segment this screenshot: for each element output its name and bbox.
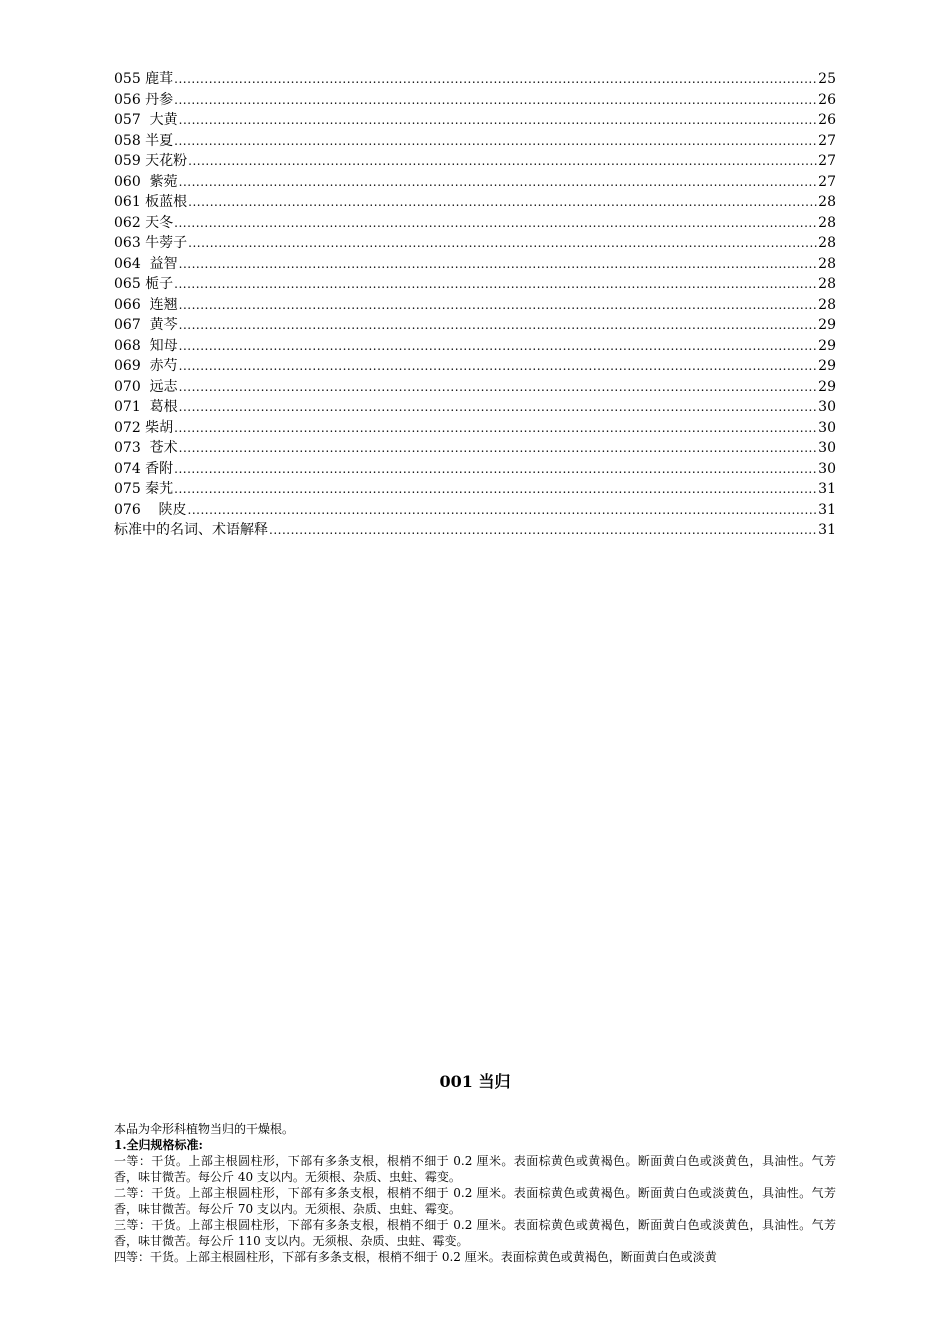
toc-entry[interactable] [114,69,836,90]
toc-entry-page: 26 [818,91,836,108]
grade-paragraph: 四等：干货。上部主根圆柱形，下部有多条支根，根梢不细于 0.2 厘米。表面棕黄色或黄褐色，断面黄白色或淡黄 [114,1250,717,1264]
toc-entry-label: 标准中的名词、术语解释 [114,522,268,538]
toc-entry[interactable] [114,377,836,398]
toc-entry[interactable] [114,459,836,480]
toc-leader-dots [179,295,818,316]
toc-leader-dots [269,520,817,541]
toc-leader-dots [179,438,818,459]
toc-leader-dots [179,377,818,398]
toc-entry-label: 065 栀子 [114,276,174,292]
toc-entry-page: 28 [818,296,836,313]
toc-entry-page: 28 [818,255,836,272]
toc-entry-label: 068 知母 [114,337,178,354]
toc-entry-page: 28 [818,194,836,210]
toc-leader-dots [174,479,817,500]
section-body [114,1121,836,1265]
toc-entry[interactable] [114,397,836,418]
toc-entry-label: 064 益智 [114,255,178,272]
toc-entry[interactable] [114,336,836,357]
toc-entry-page: 29 [818,378,836,395]
toc-entry-page: 25 [818,71,836,87]
grade-paragraph: 一等：干货。上部主根圆柱形，下部有多条支根，根梢不细于 0.2 厘米。表面棕黄色或黄褐色。断面黄白色或淡黄色，具油性。气芳香，味甘微苦。每公斤 40 支以内。无须根、杂质、虫蛀、霉变。 [114,1154,836,1184]
toc-entry-label: 056 丹参 [114,91,174,108]
toc-entry-label: 067 黄芩 [114,317,178,333]
toc-entry-label: 060 紫菀 [114,173,178,190]
toc-leader-dots [174,69,817,90]
toc-entry-page: 27 [818,132,836,149]
toc-entry-page: 27 [818,173,836,190]
toc-leader-dots [179,397,818,418]
toc-entry[interactable] [114,254,836,275]
toc-entry[interactable] [114,418,836,439]
toc-leader-dots [174,90,817,111]
toc-entry[interactable] [114,520,836,541]
toc-entry-label: 071 葛根 [114,399,178,415]
toc-entry[interactable] [114,172,836,193]
toc-entry-page: 28 [818,276,836,292]
toc-entry-page: 28 [818,235,836,251]
toc-entry[interactable] [114,90,836,111]
toc-entry-page: 30 [818,399,836,415]
toc-entry-page: 30 [818,419,836,436]
toc-entry[interactable] [114,274,836,295]
section-title: 001 当归 [439,1072,511,1091]
toc-entry-page: 29 [818,317,836,333]
toc-entry[interactable] [114,438,836,459]
toc-entry-page: 31 [818,481,836,497]
toc-entry-page: 26 [818,112,836,128]
toc-entry[interactable] [114,356,836,377]
toc-entry-page: 27 [818,153,836,169]
intro-text: 本品为伞形科植物当归的干燥根。 [114,1122,295,1136]
toc-entry-label: 063 牛蒡子 [114,235,188,251]
table-of-contents [114,69,836,541]
toc-entry[interactable] [114,479,836,500]
toc-leader-dots [188,233,817,254]
toc-entry-label: 070 远志 [114,378,178,395]
toc-leader-dots [179,356,818,377]
toc-entry[interactable] [114,151,836,172]
toc-entry-page: 30 [818,460,836,477]
toc-leader-dots [174,213,817,234]
toc-entry-label: 074 香附 [114,460,174,477]
toc-entry[interactable] [114,192,836,213]
toc-leader-dots [179,336,818,357]
grade-paragraph: 三等：干货。上部主根圆柱形，下部有多条支根，根梢不细于 0.2 厘米。表面棕黄色或黄褐色，断面黄白色或淡黄色，具油性。气芳香，味甘微苦。每公斤 110 支以内。无须根、杂质、虫蛀、霉变。 [114,1218,836,1248]
toc-entry[interactable] [114,213,836,234]
toc-leader-dots [174,131,817,152]
toc-entry-label: 069 赤芍 [114,358,178,374]
grade-paragraph: 二等：干货。上部主根圆柱形，下部有多条支根，根梢不细于 0.2 厘米。表面棕黄色或黄褐色。断面黄白色或淡黄色，具油性。气芳香，味甘微苦。每公斤 70 支以内。无须根、杂质、虫蛀、霉变。 [114,1186,836,1216]
toc-entry-page: 29 [818,337,836,354]
toc-entry-label: 073 苍术 [114,440,178,456]
toc-entry[interactable] [114,500,836,521]
toc-leader-dots [174,274,817,295]
toc-entry[interactable] [114,110,836,131]
toc-leader-dots [188,151,817,172]
toc-entry-page: 29 [818,358,836,374]
toc-entry[interactable] [114,315,836,336]
toc-leader-dots [179,172,818,193]
toc-entry-page: 31 [818,522,836,538]
spec-heading: 1.全归规格标准: [114,1138,203,1152]
toc-entry-label: 061 板蓝根 [114,194,188,210]
toc-entry[interactable] [114,233,836,254]
toc-leader-dots [174,418,817,439]
toc-leader-dots [188,192,817,213]
toc-leader-dots [179,315,818,336]
toc-entry[interactable] [114,295,836,316]
toc-leader-dots [179,254,818,275]
toc-entry-label: 062 天冬 [114,214,174,231]
toc-entry-label: 055 鹿茸 [114,71,174,87]
grade-list [114,1153,836,1265]
toc-entry-label: 059 天花粉 [114,153,188,169]
toc-entry-page: 30 [818,440,836,456]
toc-leader-dots [174,459,817,480]
toc-entry-label: 058 半夏 [114,132,174,149]
toc-entry-label: 075 秦艽 [114,481,174,497]
toc-leader-dots [179,110,818,131]
toc-entry[interactable] [114,131,836,152]
toc-entry-page: 28 [818,214,836,231]
toc-entry-label: 072 柴胡 [114,419,174,436]
toc-entry-page: 31 [818,501,836,518]
toc-entry-label: 076 陕皮 [114,501,187,518]
toc-entry-label: 066 连翘 [114,296,178,313]
toc-leader-dots [188,500,818,521]
toc-entry-label: 057 大黄 [114,112,178,128]
